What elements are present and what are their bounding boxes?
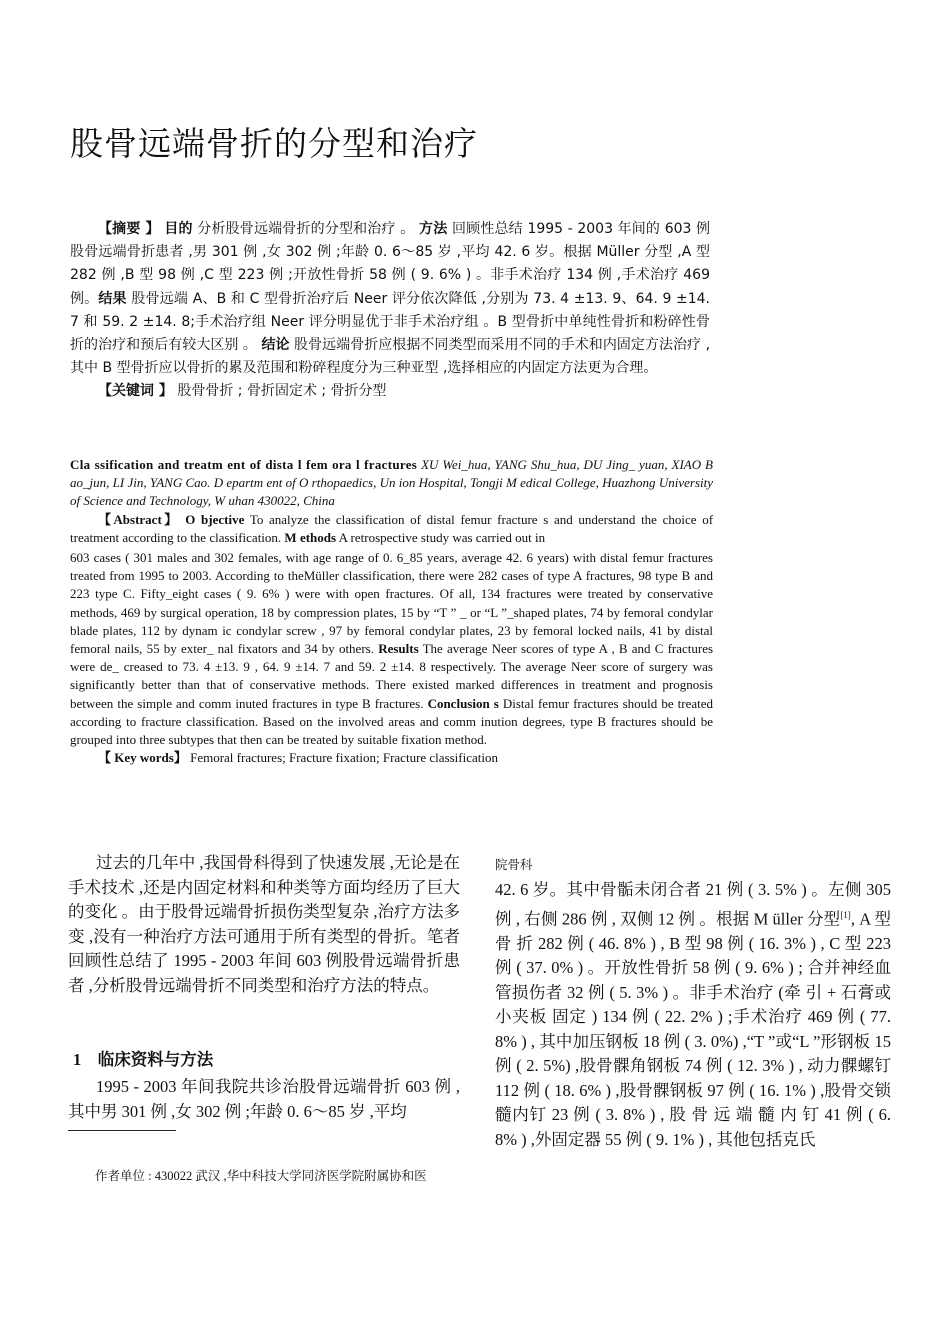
english-abstract-continued	[70, 549, 713, 749]
objective-label-en: O bjective	[185, 511, 245, 527]
methods-label-en: M ethods	[284, 529, 337, 545]
results-text: 股骨远端 A、B 和 C 型骨折治疗后 Neer 评分依次降低 ,分别为 73. 4 ±13. 9、64. 9 ±14. 7 和 59. 2 ±14. 8;手术治疗组 Neer 评分明显优于非手术治疗组 。B 型骨折中单纯性骨折和粉碎性骨折的治疗和预后有较大区别 。	[70, 290, 711, 354]
methods-text-en-b: 603 cases ( 301 males and 302 females, with age range of 0. 6_85 years, average 42. 6 years) with distal femur fractures treated from 1995 to 2003. According to theMüller classification, there were 282 cases of type A fractures, 98 type B and 223 type C. Fifty_eight cases ( 9. 6% ) were with open fractures. Of all, 134 fractures were treated by conservative methods, 469 by surgical operation, 18 by compression plates, 15 by “T ” _ or “L ”_shaped plates, 74 by femoral condylar blade plates, 112 by dynam ic condylar screw , 97 by femoral condylar plates, 23 by femoral locked nails, 41 by distal femoral nails, 55 by exter_ nal fixators and 34 by others.	[70, 550, 713, 657]
authors-affiliation: XU Wei_hua, YANG Shu_hua, DU Jing_ yuan, XIAO B ao_jun, LI Jin, YANG Cao. D epartm ent of O rthopaedics, Un ion Hospital, Tongji M edical College, Huazhong University of Science and Technology, W uhan 430022, China	[70, 457, 713, 509]
english-abstract-paragraph	[70, 511, 713, 547]
right-text-b: , A 型 骨 折 282 例 ( 46. 8% ) , B 型 98 例 ( 16. 3% ) , C 型 223 例 ( 37. 0% ) 。开放性骨折 58 例 ( 9. 6% ) ; 合并神经血管损伤者 32 例 ( 5. 3% ) 。非手术治疗 (牵 引 + 石膏或小夹板 固定 ) 134 例 ( 22. 2% ) ;手术治疗 469 例 ( 77. 8% ) , 其中加压钢板 18 例 ( 3. 0%) ,“T ”或“L ”形钢板 15 例 ( 2. 5%) ,股骨髁角钢板 74 例 ( 12. 3% ) , 动力髁螺钉 112 例 ( 18. 6% ) ,股骨髁钢板 97 例 ( 16. 1% ) ,股骨交锁髓内钉 23 例 ( 3. 8% ) , 股 骨 远 端 髓 内 钉 41 例 ( 6. 8% ) ,外固定器 55 例 ( 9. 1% ) , 其他包括克氏	[495, 909, 891, 1149]
english-abstract	[70, 456, 713, 767]
right-text-a: 42. 6 岁。其中骨骺未闭合者 21 例 ( 3. 5% ) 。左侧 305 例 , 右侧 286 例 , 双侧 12 例 。根据 M üller 分型	[495, 880, 891, 928]
english-keywords-paragraph	[70, 749, 713, 767]
objective-label: 目的	[164, 221, 193, 237]
intro-paragraph: 过去的几年中 ,我国骨科得到了快速发展 ,无论是在手术技术 ,还是内固定材料和种类等方面均经历了巨大的变化 。由于股骨远端骨折损伤类型复杂 ,治疗方法多变 ,没有一种治疗方法可通用于所有类型的骨折。笔者回顾性总结了 1995 - 2003 年间 603 例股骨远端骨折患者 ,分析股骨远端骨折不同类型和治疗方法的特点。	[68, 853, 460, 995]
conclusion-label: 结论	[261, 337, 290, 354]
keywords-text-en: Femoral fractures; Fracture fixation; Fracture classification	[190, 750, 498, 766]
abstract-label: 【摘要 】	[98, 221, 160, 237]
section1-paragraph: 1995 - 2003 年间我院共诊治股骨远端骨折 603 例 ,其中男 301 例 ,女 302 例 ;年龄 0. 6～85 岁 ,平均	[68, 1077, 460, 1121]
results-label-en: Results	[378, 641, 419, 657]
abstract-label-en: 【Abstract】	[98, 511, 180, 527]
reference-marker: [1]	[840, 909, 851, 920]
keywords-text: 股骨骨折 ; 骨折固定术 ; 骨折分型	[177, 383, 387, 400]
keywords-label-en: 【 Key words】	[98, 750, 187, 766]
chinese-abstract	[70, 218, 710, 404]
conclusion-label-en: Conclusion s	[427, 695, 499, 711]
author-footnote: 作者单位 : 430022 武汉 ,华中科技大学同济医学院附属协和医	[95, 1169, 427, 1183]
english-title: Cla ssification and treatm ent of dista l fem ora l fractures	[70, 457, 418, 472]
footnote-rule	[68, 1130, 176, 1131]
conclusion-text-en: Distal femur fractures should be treated according to fracture classification. Based on the involved areas and comm inution degrees, type B fractures should be grouped into three subtypes that then can be treated by suitable fixation method.	[70, 695, 714, 748]
results-label: 结果	[98, 290, 127, 307]
keywords-paragraph	[70, 380, 710, 403]
objective-text: 分析股骨远端骨折的分型和治疗 。	[197, 221, 415, 237]
english-title-line	[70, 456, 713, 511]
conclusion-text: 股骨远端骨折应根据不同类型而采用不同的手术和内固定方法治疗 ,其中 B 型骨折应以骨折的累及范围和粉碎程度分为三种亚型 ,选择相应的内固定方法更为合理。	[70, 337, 711, 377]
results-text-en: The average Neer scores of type A , B and C fractures were de_ creased to 73. 4 ±13. 9 , 64. 9 ±14. 7 and 59. 2 ±14. 8 respectively. The average Neer score of surgery was significantly better than that of conservative methods. There existed marked differences in treatment and prognosis between the simple and comm inuted fractures in type B fractures.	[70, 641, 714, 711]
methods-label: 方法	[419, 221, 448, 237]
right-column-paragraph	[495, 878, 891, 1152]
footnote-continuation: 院骨科	[495, 858, 533, 872]
objective-text-en: To analyze the classification of distal femur fracture s and understand the choice of treatment according to the classification.	[70, 511, 714, 545]
abstract-paragraph	[70, 218, 710, 380]
methods-text: 回顾性总结 1995 - 2003 年间的 603 例股骨远端骨折患者 ,男 301 例 ,女 302 例 ;年龄 0. 6～85 岁 ,平均 42. 6 岁。根据 Müller 分型 ,A 型 282 例 ,B 型 98 例 ,C 型 223 例 ;开放性骨折 58 例 ( 9. 6% ) 。非手术治疗 134 例 ,手术治疗 469 例。	[70, 221, 711, 307]
methods-text-en-a: A retrospective study was carried out in	[338, 529, 546, 545]
section-heading: 1 临床资料与方法	[73, 1050, 214, 1069]
keywords-label: 【关键词 】	[98, 383, 173, 400]
paper-title: 股骨远端骨折的分型和治疗	[70, 127, 478, 163]
